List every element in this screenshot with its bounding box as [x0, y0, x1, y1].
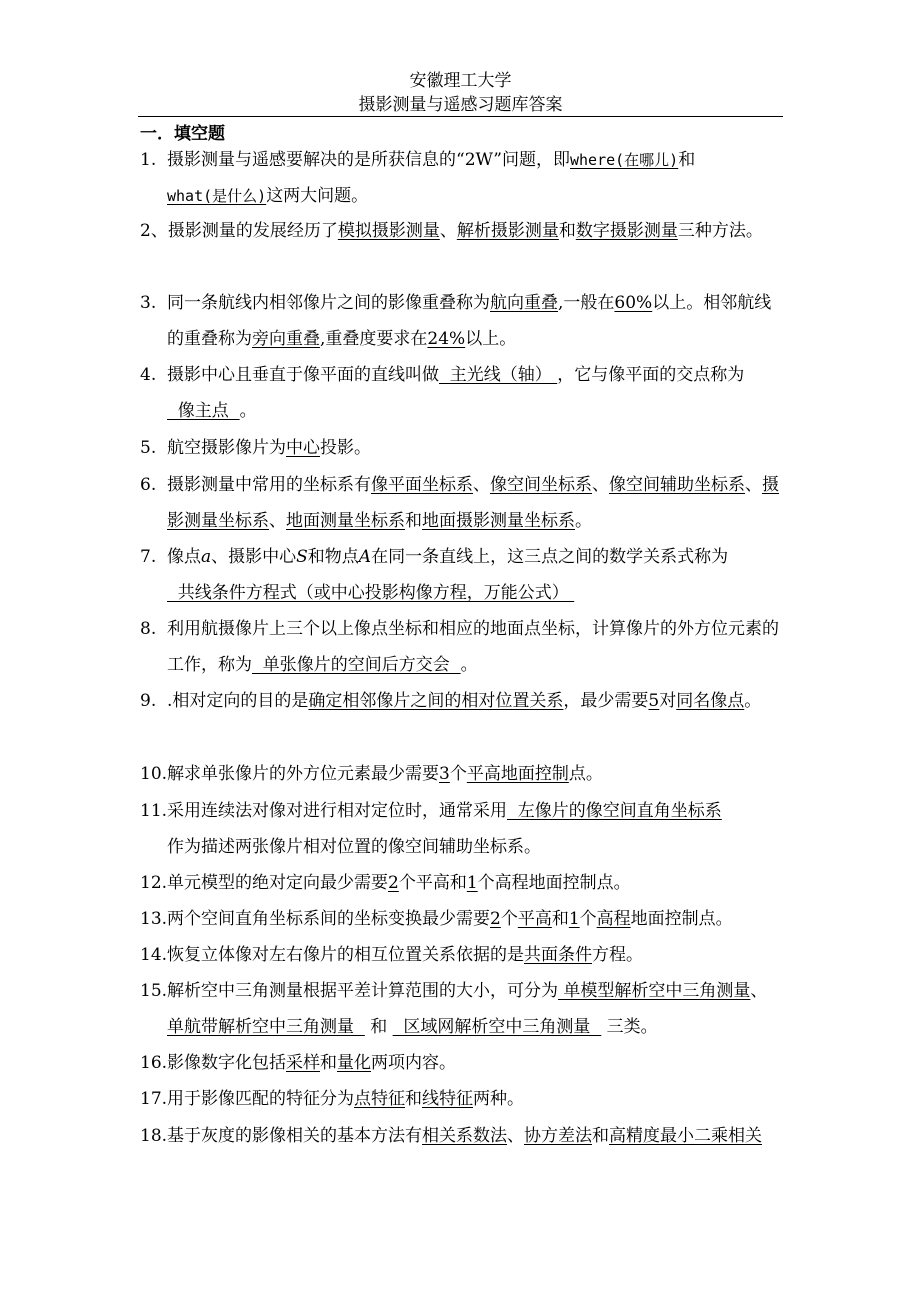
question-number: 8.: [140, 619, 157, 639]
question-text: .相对定向的目的是确定相邻像片之间的相对位置关系，最少需要5对同名像点。: [167, 691, 762, 711]
question-number: 11.: [140, 801, 168, 821]
answer-blank: 单张像片的空间后方交会: [252, 655, 461, 675]
question-text: 基于灰度的影像相关的基本方法有相关系数法、协方差法和高精度最小二乘相关: [167, 1126, 762, 1146]
answer-blank: 像主点: [167, 401, 240, 421]
question-text: 摄影测量与遥感要解决的是所获信息的“2W”问题，即where(在哪儿)和 what(是什么)这两大问题。: [167, 150, 696, 206]
question-text: 同一条航线内相邻像片之间的影像重叠称为航向重叠,一般在60%以上。相邻航线的重叠称为旁向重叠,重叠度要求在24%以上。: [167, 293, 772, 349]
answer-blank: 数字摄影测量: [575, 221, 678, 241]
question-number: 9.: [140, 691, 157, 711]
answer-blank: 像空间坐标系: [490, 475, 592, 495]
question-text: 利用航摄像片上三个以上像点坐标和相应的地面点坐标，计算像片的外方位元素的工作，称为 单张像片的空间后方交会 。: [167, 619, 779, 675]
question-text: 解析空中三角测量根据平差计算范围的大小，可分为 单模型解析空中三角测量、单航带解析空中三角测量 和 区域网解析空中三角测量 三类。: [167, 981, 768, 1037]
answer-blank: 5: [648, 691, 660, 711]
answer-blank: 单航带解析空中三角测量: [167, 1017, 365, 1037]
question-text: 采用连续法对像对进行相对定位时，通常采用 左像片的像空间直角坐标系 作为描述两张像片相对位置的像空间辅助坐标系。: [167, 801, 722, 857]
question-text: 航空摄影像片为中心投影。: [167, 438, 371, 458]
answer-blank: 2: [490, 909, 501, 929]
answer-blank: 旁向重叠: [252, 329, 320, 349]
answer-blank: 区域网解析空中三角测量: [392, 1017, 602, 1037]
answer-blank: 解析摄影测量: [456, 221, 559, 241]
answer-blank: 2: [388, 873, 399, 893]
answer-blank: 左像片的像空间直角坐标系: [507, 801, 722, 821]
answer-blank: 1: [568, 909, 580, 929]
question-text: 两个空间直角坐标系间的坐标变换最少需要2个平高和1个高程地面控制点。: [167, 909, 733, 929]
question-text: 恢复立体像对左右像片的相互位置关系依据的是共面条件方程。: [167, 945, 643, 965]
question-text: 2、摄影测量的发展经历了模拟摄影测量、解析摄影测量和数字摄影测量三种方法。: [140, 221, 763, 241]
section-title: 一．填空题: [140, 124, 225, 144]
university-name: 安徽理工大学: [409, 71, 512, 91]
answer-blank: 像空间辅助坐标系: [609, 475, 745, 495]
question-number: 18.: [140, 1126, 168, 1146]
answer-blank: 地面测量坐标系: [286, 511, 405, 531]
question-number: 14.: [140, 945, 168, 965]
answer-blank: 中心: [286, 438, 320, 458]
answer-blank: 摄影测量坐标系: [167, 475, 779, 531]
question-number: 12.: [140, 873, 168, 893]
answer-blank: 单模型解析空中三角测量: [558, 981, 751, 1001]
question-number: 16.: [140, 1053, 168, 1073]
answer-blank: 共面条件: [524, 945, 592, 965]
question-text: 摄影测量中常用的坐标系有像平面坐标系、像空间坐标系、像空间辅助坐标系、摄影测量坐标系、地面测量坐标系和地面摄影测量坐标系。: [167, 475, 779, 531]
answer-blank: 主光线（轴）: [439, 365, 558, 385]
question-text: 摄影中心且垂直于像平面的直线叫做 主光线（轴） ，它与像平面的交点称为 像主点 。: [167, 365, 745, 421]
question-number: 6.: [140, 475, 157, 495]
question-number: 4.: [140, 365, 157, 385]
question-number: 1.: [140, 150, 157, 170]
answer-blank: 平高: [517, 909, 552, 929]
answer-blank: 协方差法: [524, 1126, 592, 1146]
answer-blank: 同名像点: [676, 691, 745, 711]
question-text: 影像数字化包括采样和量化两项内容。: [167, 1053, 456, 1073]
answer-blank: 航向重叠: [490, 293, 558, 313]
answer-blank: 量化: [337, 1053, 371, 1073]
answer-blank: 相关系数法: [422, 1126, 507, 1146]
answer-blank: what(是什么): [167, 187, 267, 205]
document-title: 摄影测量与遥感习题库答案: [358, 95, 563, 115]
question-text: 用于影像匹配的特征分为点特征和线特征两种。: [167, 1089, 524, 1109]
answer-blank: where(在哪儿): [570, 151, 679, 169]
answer-blank: 高精度最小二乘相关: [609, 1126, 762, 1146]
question-number: 5.: [140, 438, 157, 458]
answer-blank: 像平面坐标系: [371, 475, 473, 495]
question-number: 10.: [140, 764, 168, 784]
question-number: 3.: [140, 293, 157, 313]
question-text: 解求单张像片的外方位元素最少需要3个平高地面控制点。: [167, 764, 603, 784]
answer-blank: 3: [439, 764, 450, 784]
answer-blank: 模拟摄影测量: [337, 221, 440, 241]
answer-blank: 采样: [286, 1053, 320, 1073]
question-number: 7.: [140, 547, 157, 567]
answer-blank: 1: [466, 873, 478, 893]
header-rule: [138, 116, 783, 117]
answer-blank: 地面摄影测量坐标系: [422, 511, 575, 531]
answer-blank: 24%: [427, 329, 466, 349]
answer-blank: 线特征: [422, 1089, 473, 1109]
answer-blank: 确定相邻像片之间的相对位置关系: [308, 691, 564, 711]
answer-blank: 共线条件方程式（或中心投影构像方程，万能公式）: [167, 583, 575, 603]
answer-blank: 平高地面控制: [466, 764, 569, 784]
answer-blank: 60%: [614, 293, 653, 313]
question-text: 单元模型的绝对定向最少需要2个平高和1个高程地面控制点。: [167, 873, 631, 893]
question-number: 17.: [140, 1089, 168, 1109]
question-text: 像点a、摄影中心S和物点A在同一条直线上，这三点之间的数学关系式称为 共线条件方程式（或中心投影构像方程，万能公式）: [167, 547, 729, 603]
answer-blank: 高程: [596, 909, 631, 929]
answer-blank: 点特征: [354, 1089, 405, 1109]
question-number: 13.: [140, 909, 168, 929]
question-number: 15.: [140, 981, 168, 1001]
